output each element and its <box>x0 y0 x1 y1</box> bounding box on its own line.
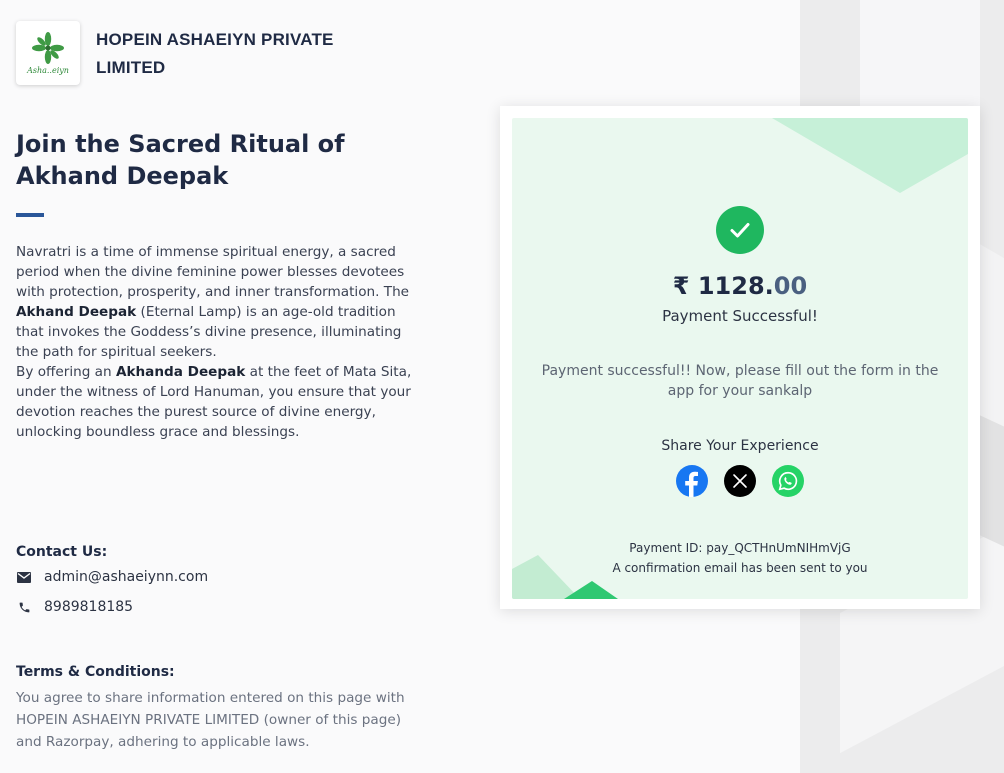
email-icon <box>16 569 32 585</box>
payment-id: Payment ID: pay_QCTHnUmNIHmVjG <box>629 541 851 555</box>
page-title: Join the Sacred Ritual of Akhand Deepak <box>16 130 345 190</box>
currency-symbol: ₹ <box>672 272 690 300</box>
description-text: Navratri is a time of immense spiritual energy, a sacred period when the divine feminine power blesses devotees with protection, prosperity, and inner transformation. The <box>16 244 410 300</box>
contact-phone[interactable]: 8989818185 <box>44 599 134 615</box>
decorative-shape <box>768 118 968 193</box>
share-buttons <box>512 465 968 497</box>
payment-amount <box>512 272 968 300</box>
payment-status: Payment Successful! <box>662 307 818 325</box>
description-text: at the feet of Mata Sita, under the witness of Lord Hanuman, you ensure that your devotion reaches the purest source of divine energy, unlocking boundless grace and blessings. <box>16 364 412 440</box>
amount-integer: 1128. <box>697 272 774 300</box>
terms-title: Terms & Conditions: <box>16 664 175 680</box>
title-underline <box>16 213 44 217</box>
facebook-icon[interactable] <box>676 465 708 497</box>
description <box>16 242 426 442</box>
contact-title: Contact Us: <box>16 544 108 560</box>
leaf-icon <box>30 31 66 65</box>
payment-card <box>500 106 980 609</box>
payment-card-body <box>512 118 968 599</box>
confirmation-note: A confirmation email has been sent to you <box>612 561 868 575</box>
amount-decimal: 00 <box>773 272 808 300</box>
logo-text: Asha..eiyn <box>27 66 69 75</box>
contact-email-row <box>16 569 208 585</box>
description-text: (Eternal Lamp) is an age-old tradition that invokes the Goddess’s divine presence, illuminating the path for spiritual seekers. <box>16 304 402 360</box>
share-title: Share Your Experience <box>661 438 819 454</box>
payment-message: Payment successful!! Now, please fill out the form in the app for your sankalp <box>541 363 939 399</box>
terms-text: You agree to share information entered on this page with HOPEIN ASHAEIYN PRIVATE LIMITED (owner of this page) and Razorpay, adhering to applicable laws. <box>16 690 405 750</box>
x-icon[interactable] <box>724 465 756 497</box>
description-bold: Akhand Deepak <box>16 304 137 320</box>
company-name: HOPEIN ASHAEIYN PRIVATE LIMITED <box>96 30 334 77</box>
phone-icon <box>16 599 32 615</box>
whatsapp-icon[interactable] <box>772 465 804 497</box>
description-text: By offering an <box>16 364 116 380</box>
contact-email[interactable]: admin@ashaeiynn.com <box>44 569 209 585</box>
company-logo <box>16 21 80 85</box>
contact-phone-row <box>16 599 133 615</box>
description-bold: Akhanda Deepak <box>115 364 246 380</box>
success-check-icon <box>716 206 764 254</box>
